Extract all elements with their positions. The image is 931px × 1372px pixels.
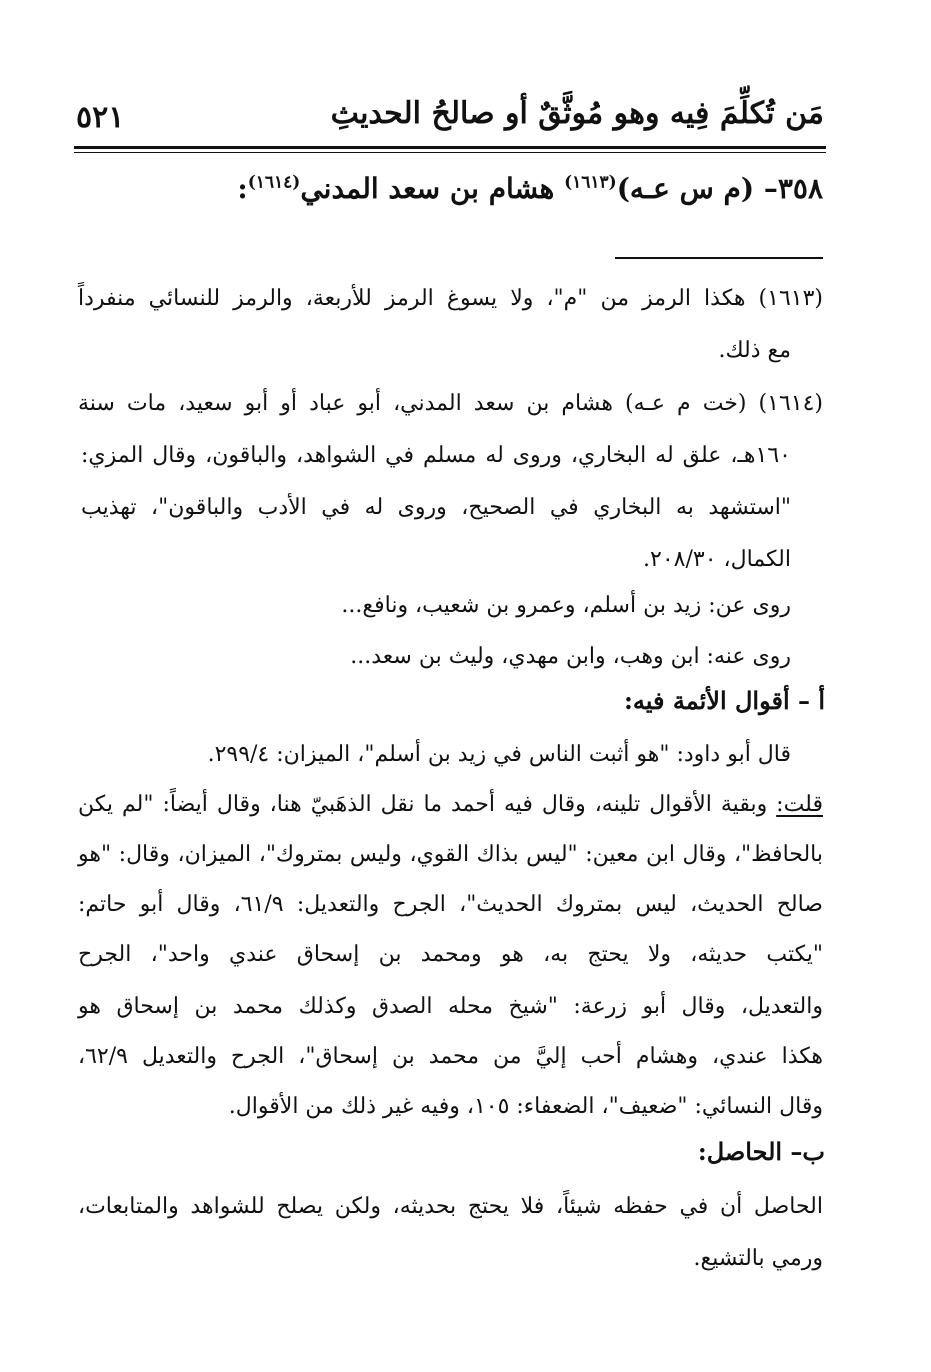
footnote-1614-line-2: ١٦٠هـ، علق له البخاري، وروى له مسلم في الشواهد، والباقون، وقال المزي:: [81, 443, 791, 468]
section-a-line-6: والتعديل، وقال أبو زرعة: "شيخ محله الصدق وكذلك محمد بن إسحاق هو: [78, 994, 823, 1019]
section-a-line-2: [78, 788, 823, 822]
entry-name: هشام بن سعد المدني: [300, 172, 555, 205]
section-b-line-1: الحاصل أن في حفظه شيئاً، فلا يحتج بحديثه، ولكن يصلح للشواهد والمتابعات،: [78, 1194, 823, 1219]
footnote-ref-1614[interactable]: (١٦١٤): [247, 172, 301, 193]
footnote-ref-1613[interactable]: (١٦١٣): [564, 172, 617, 193]
footnote-1614-line-1: (١٦١٤) (خت م عـه) هشام بن سعد المدني، أبو عباد أو أبو سعيد، مات سنة: [78, 391, 823, 416]
entry-heading: [83, 172, 823, 205]
section-a-line-5: "يكتب حديثه، ولا يحتج به، هو ومحمد بن إسحاق عندي واحد"، الجرح: [78, 942, 823, 967]
footnote-1614-line-3: "استشهد به البخاري في الصحيح، وروى له في الأدب والباقون"، تهذيب: [81, 495, 791, 520]
qult-label: قلت:: [776, 792, 823, 817]
page-number: ٥٢١: [76, 100, 125, 135]
entry-colon: :: [237, 172, 248, 205]
entry-number: ٣٥٨: [777, 172, 823, 205]
narrated-by: روى عنه: ابن وهب، وابن مهدي، وليث بن سعد...: [350, 644, 791, 669]
section-b-heading: ب– الحاصل:: [697, 1137, 825, 1166]
section-a-line-3: بالحافظ"، وقال ابن معين: "ليس بذاك القوي، وليس بمتروك"، الميزان، وقال: "هو: [78, 842, 823, 867]
header-rule-thick: [74, 146, 826, 149]
section-a-line-1: قال أبو داود: "هو أثبت الناس في زيد بن أسلم"، الميزان: ٢٩٩/٤.: [207, 742, 791, 767]
section-a-line-2-text: وبقية الأقوال تلينه، وقال فيه أحمد ما نقل الذهَبيّ هنا، وقال أيضاً: "لم يكن: [78, 792, 777, 817]
header-rule-thin: [74, 152, 826, 153]
section-a-heading: أ – أقوال الأئمة فيه:: [624, 686, 825, 715]
entry-symbols: (م س عـه): [616, 172, 755, 205]
entry-dash: –: [763, 172, 778, 205]
running-header-title: مَن تُكلِّمَ فِيه وهو مُوثَّقٌ أو صالحُ الحديثِ: [330, 96, 824, 131]
section-a-line-7: هكذا عندي، وهشام أحب إليَّ من محمد بن إسحاق"، الجرح والتعديل ٦٢/٩،: [78, 1044, 823, 1069]
running-header: [76, 96, 824, 140]
footnote-1613-line-1: (١٦١٣) هكذا الرمز من "م"، ولا يسوغ الرمز للأربعة، والرمز للنسائي منفرداً: [78, 286, 823, 311]
narrated-from: روى عن: زيد بن أسلم، وعمرو بن شعيب، ونافع...: [341, 593, 791, 618]
section-a-line-4: صالح الحديث، ليس بمتروك الحديث"، الجرح والتعديل: ٦١/٩، وقال أبو حاتم:: [78, 892, 823, 917]
section-a-line-8: وقال النسائي: "ضعيف"، الضعفاء: ١٠٥، وفيه غير ذلك من الأقوال.: [228, 1094, 823, 1119]
footnote-separator: [615, 257, 823, 259]
footnote-1613-line-2: مع ذلك.: [718, 338, 791, 363]
section-b-line-2: ورمي بالتشيع.: [693, 1246, 823, 1271]
footnote-1614-line-4: الكمال، ٢٠٨/٣٠.: [643, 547, 791, 572]
